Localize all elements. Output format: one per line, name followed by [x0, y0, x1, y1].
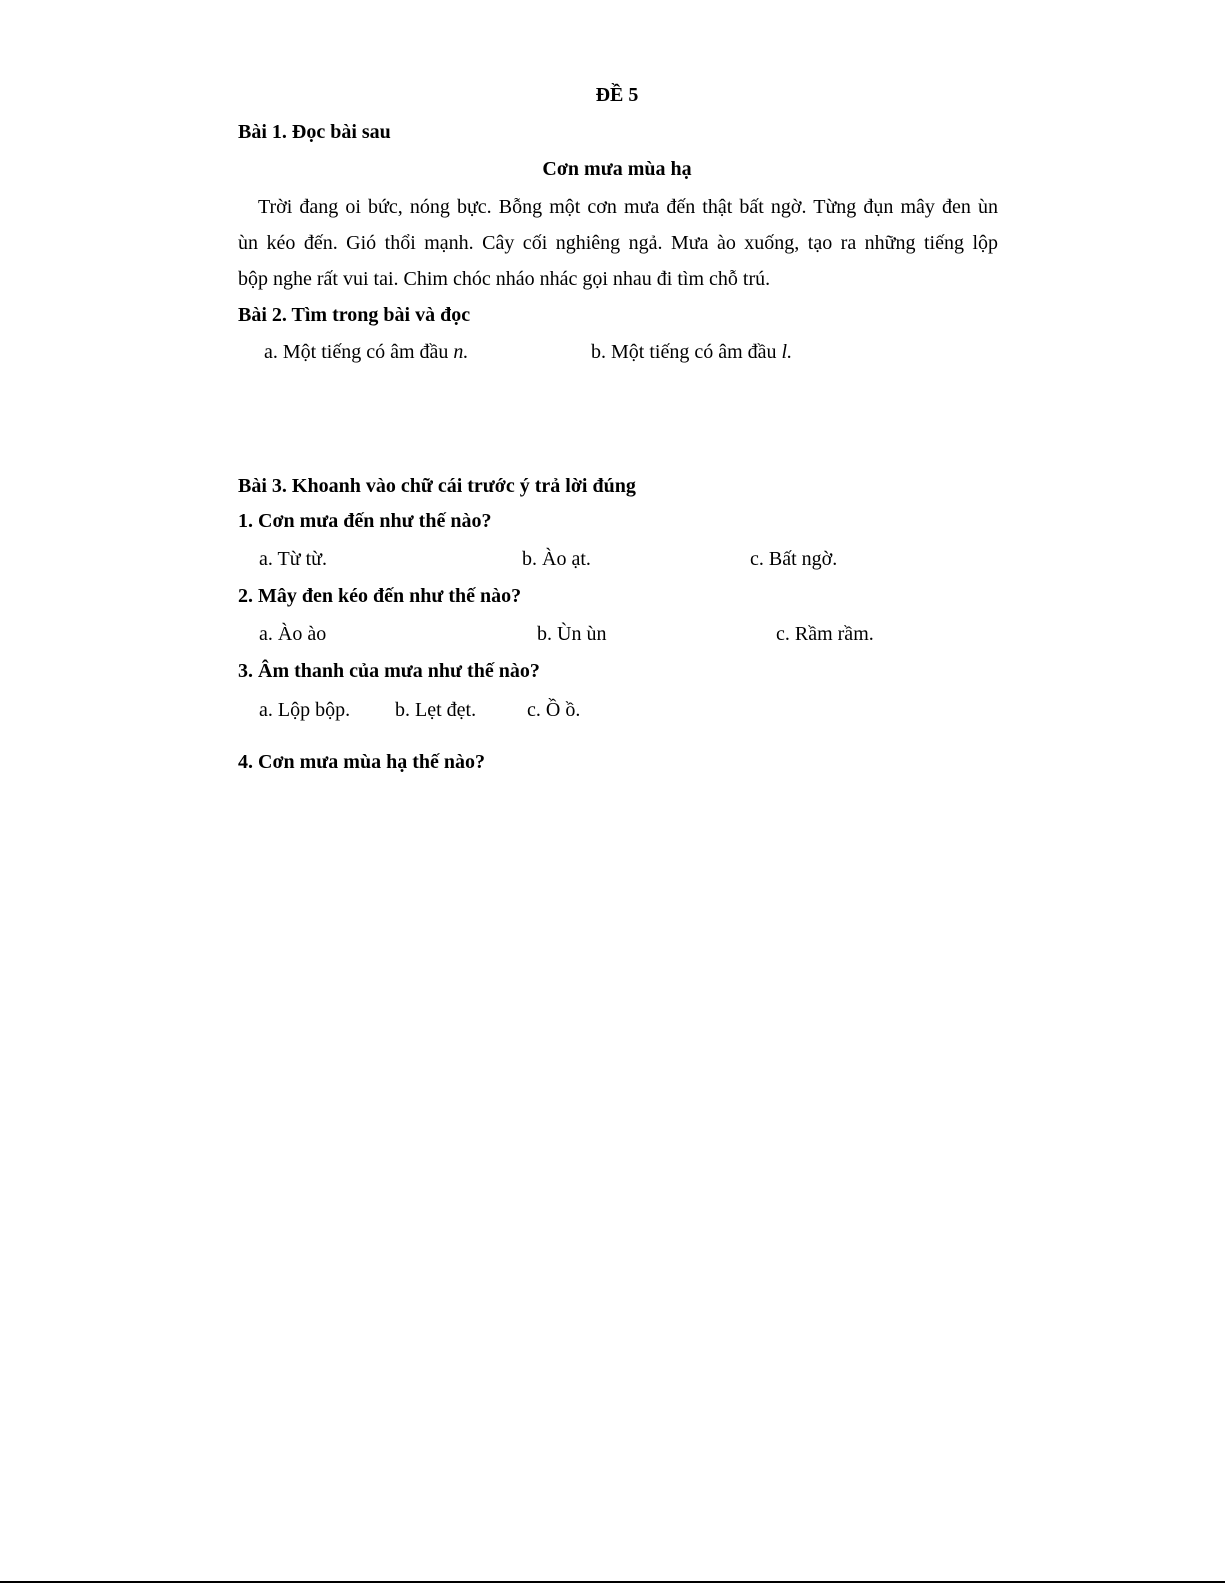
passage-line-3: bộp nghe rất vui tai. Chim chóc nháo nhác gọi nhau đi tìm chỗ trú. — [238, 268, 771, 290]
q1-option-b: b. Ào ạt. — [522, 548, 591, 570]
q3-option-b: b. Lẹt đẹt. — [395, 699, 477, 721]
question-3: 3. Âm thanh của mưa như thế nào? — [238, 660, 540, 682]
bai2-option-b-letter: l. — [781, 341, 793, 363]
bai2-option-a-letter: n. — [453, 341, 469, 363]
page-title: ĐỀ 5 — [595, 84, 639, 106]
bai2-option-a-text: a. Một tiếng có âm đầu — [264, 341, 454, 363]
bai2-heading: Bài 2. Tìm trong bài và đọc — [238, 304, 471, 326]
bai2-option-a — [264, 341, 468, 364]
bai2-option-b — [591, 341, 792, 364]
bai3-heading: Bài 3. Khoanh vào chữ cái trước ý trả lời đúng — [238, 475, 636, 497]
q3-option-a: a. Lộp bộp. — [259, 699, 351, 721]
q1-option-c: c. Bất ngờ. — [750, 548, 838, 570]
story-title: Cơn mưa mùa hạ — [542, 158, 692, 180]
q2-option-b: b. Ùn ùn — [537, 623, 607, 645]
passage-line-1: Trời đang oi bức, nóng bực. Bỗng một cơn mưa đến thật bất ngờ. Từng đụn mây đen ùn — [258, 196, 998, 218]
passage-line-2: ùn kéo đến. Gió thổi mạnh. Cây cối nghiêng ngả. Mưa ào xuống, tạo ra những tiếng lộp — [238, 232, 998, 254]
bottom-rule — [0, 1581, 1225, 1583]
q2-option-c: c. Rầm rầm. — [776, 623, 874, 645]
bai1-heading: Bài 1. Đọc bài sau — [238, 121, 391, 143]
q3-option-c: c. Ồ ồ. — [527, 699, 581, 721]
question-1: 1. Cơn mưa đến như thế nào? — [238, 510, 492, 532]
bai2-option-b-text: b. Một tiếng có âm đầu — [591, 341, 782, 363]
question-2: 2. Mây đen kéo đến như thế nào? — [238, 585, 522, 607]
question-4: 4. Cơn mưa mùa hạ thế nào? — [238, 751, 485, 773]
q1-option-a: a. Từ từ. — [259, 548, 327, 570]
q2-option-a: a. Ào ào — [259, 623, 327, 645]
